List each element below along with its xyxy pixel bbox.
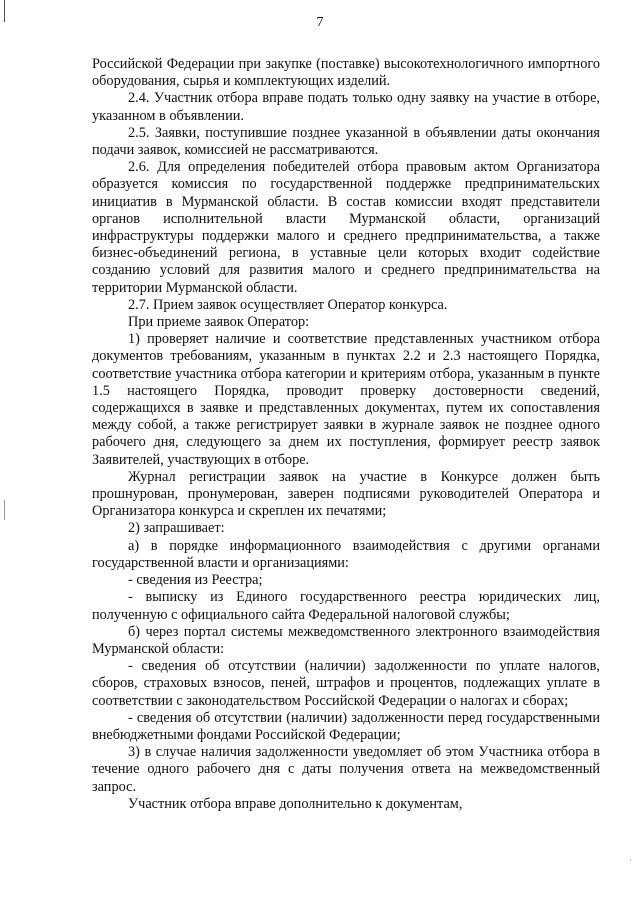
paragraph: 1) проверяет наличие и соответствие представленных участником отбора документов требованиям, указанным в пунктах 2.2 и 2.3 настоящего Порядка, соответствие участника отбора категории и критериям отбора, указанным в пункте 1.5 настоящего Порядка, проводит проверку достоверности сведений, содержащихся в заявке и представленных документах, путем их сопоставления между собой, а также регистрирует заявки в журнале заявок не позднее одного рабочего дня, следующего за днем их поступления, формирует реестр заявок Заявителей, участвующих в отборе. [92, 331, 600, 468]
paragraph: Участник отбора вправе дополнительно к документам, [128, 795, 463, 812]
paragraph: Журнал регистрации заявок на участие в Конкурсе должен быть прошнурован, пронумерован, заверен подписями руководителей Оператора и Организатора конкурса и скреплен их печатями; [92, 468, 600, 520]
paragraph: - выписку из Единого государственного реестра юридических лиц, полученную с официального сайта Федеральной налоговой службы; [92, 589, 600, 623]
page-number: 7 [316, 15, 324, 30]
paragraph: б) через портал системы межведомственного электронного взаимодействия Мурманской области: [92, 623, 600, 657]
paragraph: 2.6. Для определения победителей отбора правовым актом Организатора образуется комиссия по государственной поддержке предпринимательских инициатив в Мурманской области. В состав комиссии входят представители органов исполнительной власти Мурманской области, организаций инфраструктуры поддержки малого и среднего предпринимательства, а также бизнес-объединений региона, в уставные цели которых входит содействие созданию условий для развития малого и среднего предпринимательства на территории Мурманской области. [92, 159, 600, 296]
paragraph: Российской Федерации при закупке (поставке) высокотехнологичного импортного оборудования, сырья и комплектующих изделий. [92, 56, 600, 90]
paragraph: 2.7. Прием заявок осуществляет Оператор конкурса. [128, 296, 448, 313]
paragraph: При приеме заявок Оператор: [128, 314, 310, 331]
paragraph: 2.5. Заявки, поступившие позднее указанной в объявлении даты окончания подачи заявок, комиссией не рассматриваются. [92, 124, 600, 159]
paragraph: 2.4. Участник отбора вправе подать только одну заявку на участие в отборе, указанном в объявлении. [92, 90, 600, 124]
paragraph: а) в порядке информационного взаимодействия с другими органами государственной власти и организациями: [92, 537, 600, 571]
document-body [92, 56, 600, 813]
paragraph: 2) запрашивает: [128, 520, 225, 537]
paragraph: - сведения об отсутствии (наличии) задолженности перед государственными внебюджетными фондами Российской Федерации; [92, 709, 600, 743]
scan-speck: · [629, 855, 632, 865]
paragraph: - сведения из Реестра; [128, 572, 263, 589]
scan-margin-mark [4, 500, 5, 520]
paragraph: 3) в случае наличия задолженности уведомляет об этом Участника отбора в течение одного рабочего дня с даты получения ответа на межведомственный запрос. [92, 744, 600, 795]
paragraph: - сведения об отсутствии (наличии) задолженности по уплате налогов, сборов, страховых взносов, пеней, штрафов и процентов, подлежащих уплате в соответствии с законодательством Российской Федерации о налогах и сборах; [92, 658, 600, 709]
